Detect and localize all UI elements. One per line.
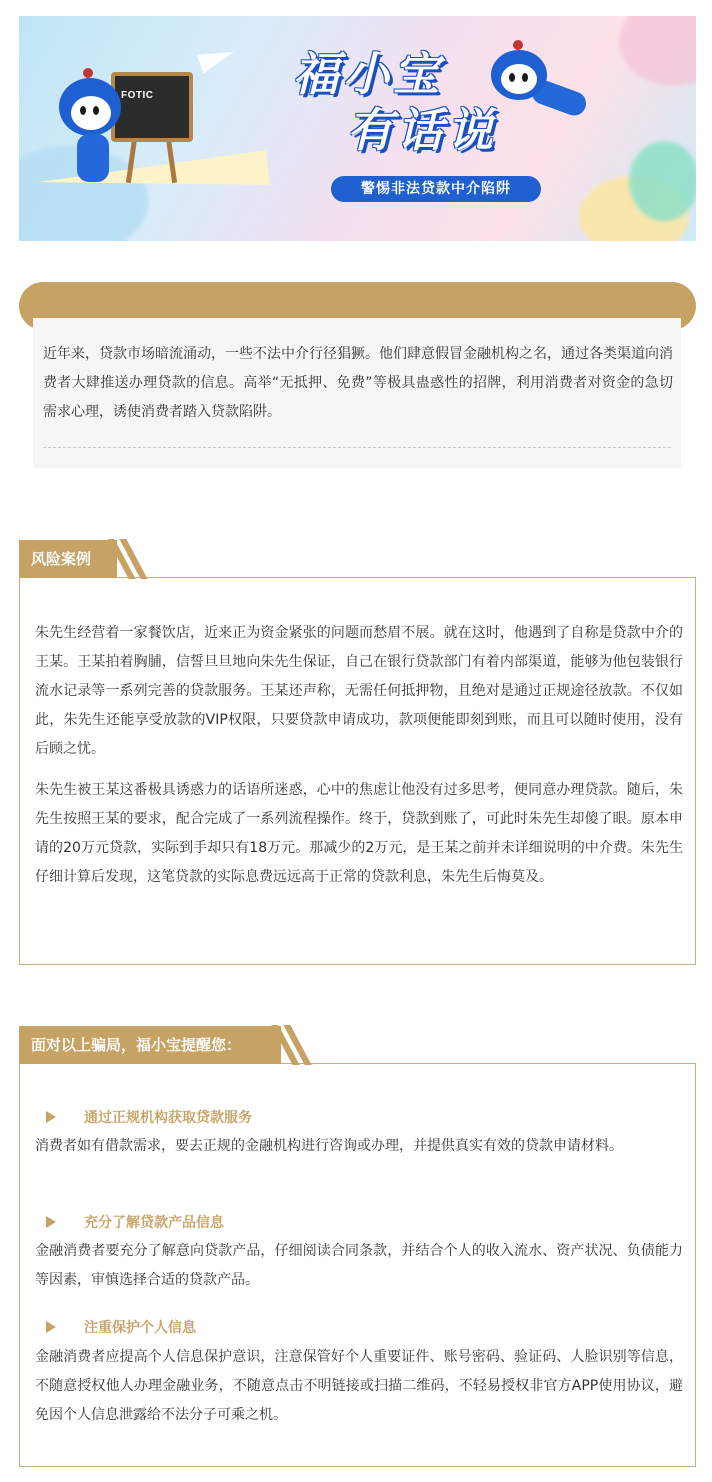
fotic-logo: FOTIC [121, 90, 154, 101]
section-tab-risk-case: 风险案例 [19, 540, 117, 578]
section-tab-reminder: 面对以上骗局，福小宝提醒您： [19, 1026, 281, 1064]
tip-heading: 注重保护个人信息 [46, 1318, 196, 1338]
banner-title: 福小宝 有话说 [293, 47, 497, 157]
triangle-bullet-icon [46, 1111, 56, 1123]
triangle-bullet-icon [46, 1216, 56, 1228]
tip-body: 消费者如有借款需求，要去正规的金融机构进行咨询或办理，并提供真实有效的贷款申请材料。 [35, 1138, 623, 1154]
chalkboard [111, 72, 193, 142]
intro-text: 近年来，贷款市场暗流涌动，一些不法中介行径猖獗。他们肆意假冒金融机构之名，通过各类渠道向消费者大肆推送办理贷款的信息。高举“无抵押、免费”等极具蛊惑性的招牌，利用消费者对资金的急切需求心理，诱使消费者踏入贷款陷阱。 [43, 346, 673, 420]
triangle-bullet-icon [46, 1321, 56, 1333]
paper-plane-icon [197, 42, 238, 73]
header-banner [19, 16, 696, 241]
banner-decor-blob [619, 16, 696, 86]
banner-subtitle: 警惕非法贷款中介陷阱 [331, 176, 541, 202]
divider [43, 447, 671, 448]
tip-heading: 充分了解贷款产品信息 [46, 1213, 224, 1233]
tip-body: 金融消费者要充分了解意向贷款产品，仔细阅读合同条款，并结合个人的收入流水、资产状况、负债能力等因素，审慎选择合适的贷款产品。 [35, 1243, 683, 1288]
case-paragraph: 朱先生被王某这番极具诱惑力的话语所迷惑，心中的焦虑让他没有过多思考，便同意办理贷款。随后，朱先生按照王某的要求，配合完成了一系列流程操作。终于，贷款到账了，可此时朱先生却傻了眼。原本申请的20万元贷款，实际到手却只有18万元。那减少的2万元，是王某之前并未详细说明的中介费。朱先生仔细计算后发现，这笔贷款的实际息费远远高于正常的贷款利息，朱先生后悔莫及。 [35, 782, 683, 885]
tip-body: 金融消费者应提高个人信息保护意识，注意保管好个人重要证件、账号密码、验证码、人脸识别等信息，不随意授权他人办理金融业务，不随意点击不明链接或扫描二维码，不轻易授权非官方APP使用协议，避免因个人信息泄露给不法分子可乘之机。 [35, 1349, 683, 1423]
banner-decor-heart [629, 141, 696, 221]
tip-heading: 通过正规机构获取贷款服务 [46, 1108, 252, 1128]
case-paragraph: 朱先生经营着一家餐饮店，近来正为资金紧张的问题而愁眉不展。就在这时，他遇到了自称是贷款中介的王某。王某拍着胸脯，信誓旦旦地向朱先生保证，自己在银行贷款部门有着内部渠道，能够为他包装银行流水记录等一系列完善的贷款服务。王某还声称，无需任何抵押物，且绝对是通过正规途径放款。不仅如此，朱先生还能享受放款的VIP权限，只要贷款申请成功，款项便能即刻到账，而且可以随时使用，没有后顾之忧。 [35, 625, 683, 757]
